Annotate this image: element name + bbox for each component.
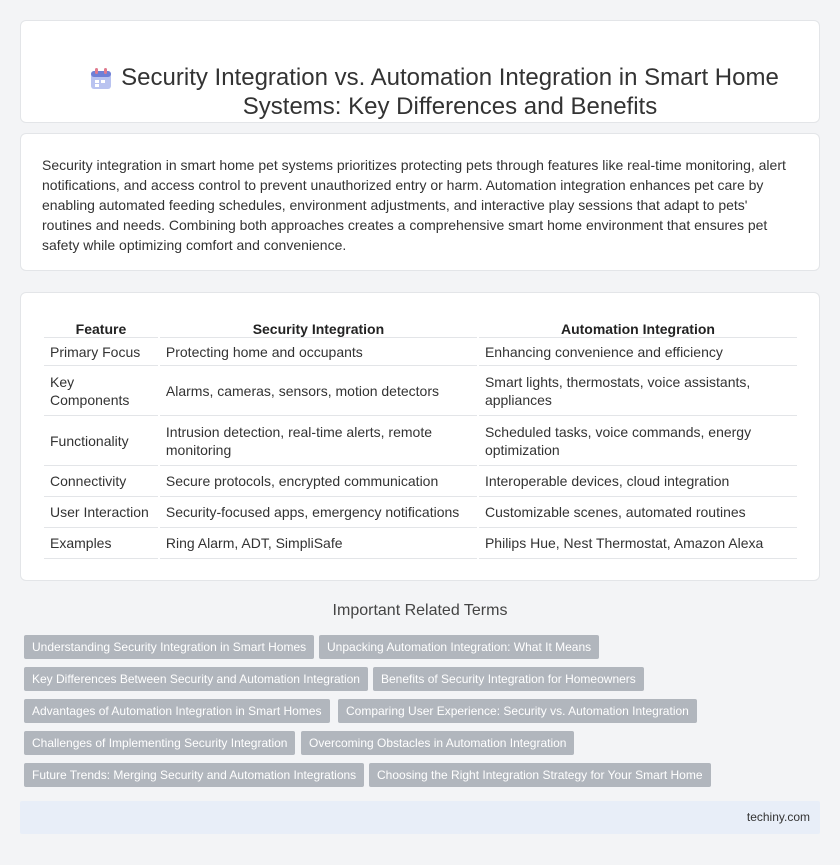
footer-site-link[interactable]: techiny.com	[746, 810, 810, 824]
intro-card	[20, 133, 820, 271]
table-cell: Secure protocols, encrypted communication	[160, 466, 477, 497]
table-row	[44, 497, 797, 528]
related-term-tag[interactable]: Future Trends: Merging Security and Automation Integrations	[24, 763, 364, 787]
related-term-tag[interactable]: Advantages of Automation Integration in Smart Homes	[24, 699, 330, 723]
column-header: Security Integration	[160, 314, 477, 338]
table-cell: Functionality	[44, 416, 158, 466]
table-cell: Alarms, cameras, sensors, motion detectors	[160, 366, 477, 416]
table-cell: Smart lights, thermostats, voice assistants, appliances	[479, 366, 797, 416]
related-term-tag[interactable]: Challenges of Implementing Security Integration	[24, 731, 295, 755]
page-title: Security Integration vs. Automation Integration in Smart Home Systems: Key Differences and Benefits	[121, 64, 779, 120]
table-cell: Primary Focus	[44, 338, 158, 366]
table-row	[44, 466, 797, 497]
table-cell: Customizable scenes, automated routines	[479, 497, 797, 528]
table-row	[44, 338, 797, 366]
table-cell: Ring Alarm, ADT, SimpliSafe	[160, 528, 477, 559]
related-term-tag[interactable]: Understanding Security Integration in Smart Homes	[24, 635, 314, 659]
table-cell: User Interaction	[44, 497, 158, 528]
table-row	[44, 416, 797, 466]
table-cell: Protecting home and occupants	[160, 338, 477, 366]
title-card	[20, 20, 820, 123]
table-cell: Interoperable devices, cloud integration	[479, 466, 797, 497]
comparison-table	[42, 314, 799, 559]
comparison-card	[20, 292, 820, 581]
table-header-row	[44, 314, 797, 338]
footer-bar	[20, 801, 820, 834]
related-term-tag[interactable]: Unpacking Automation Integration: What It Means	[319, 635, 599, 659]
table-row	[44, 366, 797, 416]
table-cell: Examples	[44, 528, 158, 559]
table-cell: Security-focused apps, emergency notifications	[160, 497, 477, 528]
related-term-tag[interactable]: Benefits of Security Integration for Homeowners	[373, 667, 644, 691]
related-term-tag[interactable]: Choosing the Right Integration Strategy for Your Smart Home	[369, 763, 711, 787]
column-header: Automation Integration	[479, 314, 797, 338]
related-term-tag[interactable]: Key Differences Between Security and Automation Integration	[24, 667, 368, 691]
table-cell: Scheduled tasks, voice commands, energy optimization	[479, 416, 797, 466]
table-cell: Connectivity	[44, 466, 158, 497]
related-term-tag[interactable]: Comparing User Experience: Security vs. Automation Integration	[338, 699, 697, 723]
table-row	[44, 528, 797, 559]
related-term-tag[interactable]: Overcoming Obstacles in Automation Integration	[301, 731, 574, 755]
table-cell: Key Components	[44, 366, 158, 416]
intro-paragraph: Security integration in smart home pet systems prioritizes protecting pets through features like real-time monitoring, alert notifications, and access control to prevent unauthorized entry or harm. Automation integration enhances pet care by enabling automated feeding schedules, environment adjustments, and interactive play sessions that adapt to pets' routines and needs. Combining both approaches creates a comprehensive smart home environment that ensures pet safety while optimizing comfort and convenience.	[42, 157, 786, 253]
table-cell: Philips Hue, Nest Thermostat, Amazon Alexa	[479, 528, 797, 559]
column-header: Feature	[44, 314, 158, 338]
table-cell: Intrusion detection, real-time alerts, remote monitoring	[160, 416, 477, 466]
table-cell: Enhancing convenience and efficiency	[479, 338, 797, 366]
related-terms-heading: Important Related Terms	[332, 602, 508, 619]
